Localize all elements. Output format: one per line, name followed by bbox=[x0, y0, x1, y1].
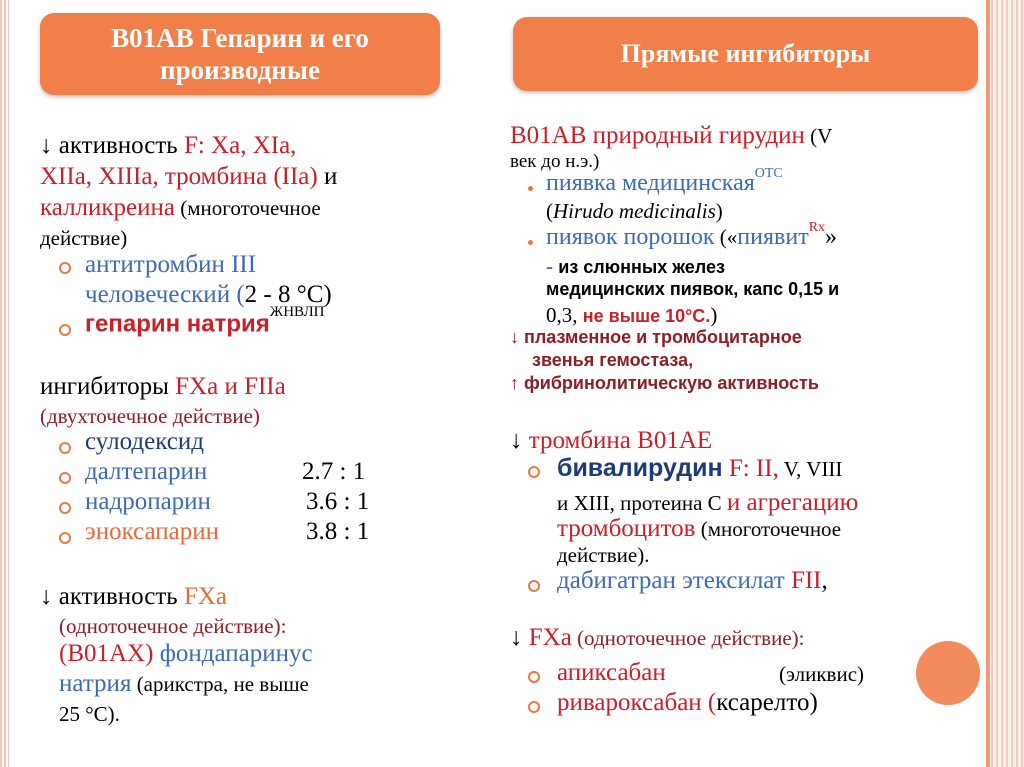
bullet-icon bbox=[59, 324, 71, 336]
bullet-icon bbox=[528, 701, 540, 713]
left-s3-line4: натрия (арикстра, не выше bbox=[59, 670, 309, 697]
left-s1-line2: XIIa, XIIIa, тромбина (IIa) и bbox=[40, 163, 338, 190]
right-s2-item1-line2: и XIII, протеина С и агрегацию bbox=[557, 489, 859, 516]
right-s2-line1: ↓ тромбина B01AE bbox=[510, 427, 713, 454]
left-s1-line3: калликреина (многоточечное bbox=[40, 194, 321, 221]
left-s1-item1-line2: человеческий (2 - 8 °С) bbox=[85, 281, 332, 308]
right-s3-item1: апиксабан bbox=[557, 659, 666, 686]
right-s1-desc1: ↓ плазменное и тромбоцитарное bbox=[510, 327, 802, 347]
bullet-icon bbox=[59, 472, 71, 484]
bullet-dot-icon bbox=[528, 186, 533, 191]
left-s1-line1: ↓ активность F: Xa, XIa, bbox=[40, 132, 297, 159]
right-s2-item1-line3: тромбоцитов (многоточечное bbox=[557, 515, 842, 542]
left-s2-item4-ratio: 3.8 : 1 bbox=[306, 518, 370, 545]
bullet-icon bbox=[528, 580, 540, 592]
left-s3-line3: (B01AX) фондапаринус bbox=[59, 640, 313, 667]
right-s1-bullet2-line3: медицинских пиявок, капс 0,15 и bbox=[546, 279, 840, 299]
right-decorative-border bbox=[986, 0, 1024, 767]
bullet-icon bbox=[59, 262, 71, 274]
right-header: Прямые ингибиторы bbox=[513, 17, 978, 91]
left-header bbox=[40, 13, 440, 95]
right-s1-desc3: ↑ фибринолитическую активность bbox=[510, 373, 819, 393]
left-s3-line2: (одноточечное действие): bbox=[59, 614, 287, 638]
right-s2-item1-line1: бивалирудин F: II, V, VIII bbox=[557, 454, 843, 482]
right-s1-line1: B01AB природный гирудин (V bbox=[510, 122, 833, 149]
right-s1-bullet2-line2: - из слюнных желез bbox=[546, 254, 725, 278]
left-s2-item2-ratio: 2.7 : 1 bbox=[302, 458, 366, 485]
right-s1-line2: век до н.э.) bbox=[510, 151, 600, 172]
bullet-dot-icon bbox=[528, 240, 533, 245]
left-s1-item2: гепарин натрия$^{ЖНВЛП}$ bbox=[85, 304, 325, 338]
bullet-icon bbox=[59, 502, 71, 514]
left-s2-item3-ratio: 3.6 : 1 bbox=[306, 488, 370, 515]
left-s2-line2: (двухточечное действие) bbox=[40, 404, 260, 428]
right-s3-line1: ↓ FXa (одноточечное действие): bbox=[510, 624, 805, 651]
left-s3-line1: ↓ активность FXa bbox=[40, 583, 228, 610]
right-s1-desc2: звенья гемостаза, bbox=[532, 350, 694, 370]
left-s2-item4: эноксапарин bbox=[85, 518, 220, 545]
right-s1-bullet2-line1: пиявок порошок («пиявит$^{Rx}$» bbox=[546, 220, 838, 250]
right-s1-bullet1-line1: пиявка медицинская$^{ОТС}$ bbox=[546, 166, 783, 196]
left-decorative-border bbox=[0, 0, 9, 767]
right-s3-item2: ривароксабан (ксарелто) bbox=[557, 689, 818, 716]
left-s1-line4: действие) bbox=[40, 226, 128, 250]
right-s1-bullet1-line2: (Hirudo medicinalis) bbox=[546, 199, 723, 223]
left-s1-item1-line1: антитромбин III bbox=[85, 251, 257, 278]
left-header-line2: производные bbox=[160, 55, 320, 85]
bullet-icon bbox=[59, 532, 71, 544]
bullet-icon bbox=[528, 671, 540, 683]
decorative-circle bbox=[916, 641, 980, 705]
right-s2-item2: дабигатран этексилат FII, bbox=[557, 567, 828, 594]
right-s3-item1-brand: (эликвис) bbox=[779, 662, 865, 686]
left-s2-item2: далтепарин bbox=[85, 458, 208, 485]
left-s2-line1: ингибиторы FXa и FIIa bbox=[40, 373, 286, 400]
left-s3-line5: 25 °С). bbox=[59, 702, 120, 726]
right-s2-item1-line4: действие). bbox=[557, 543, 650, 567]
bullet-icon bbox=[59, 442, 71, 454]
left-header-line1: B01AB Гепарин и его bbox=[111, 23, 369, 53]
bullet-icon bbox=[528, 466, 540, 478]
left-s2-item3: надропарин bbox=[85, 488, 211, 515]
right-s1-bullet2-line4: 0,3, не выше 10°С.) bbox=[546, 303, 718, 327]
left-s2-item1: сулодексид bbox=[85, 428, 204, 455]
